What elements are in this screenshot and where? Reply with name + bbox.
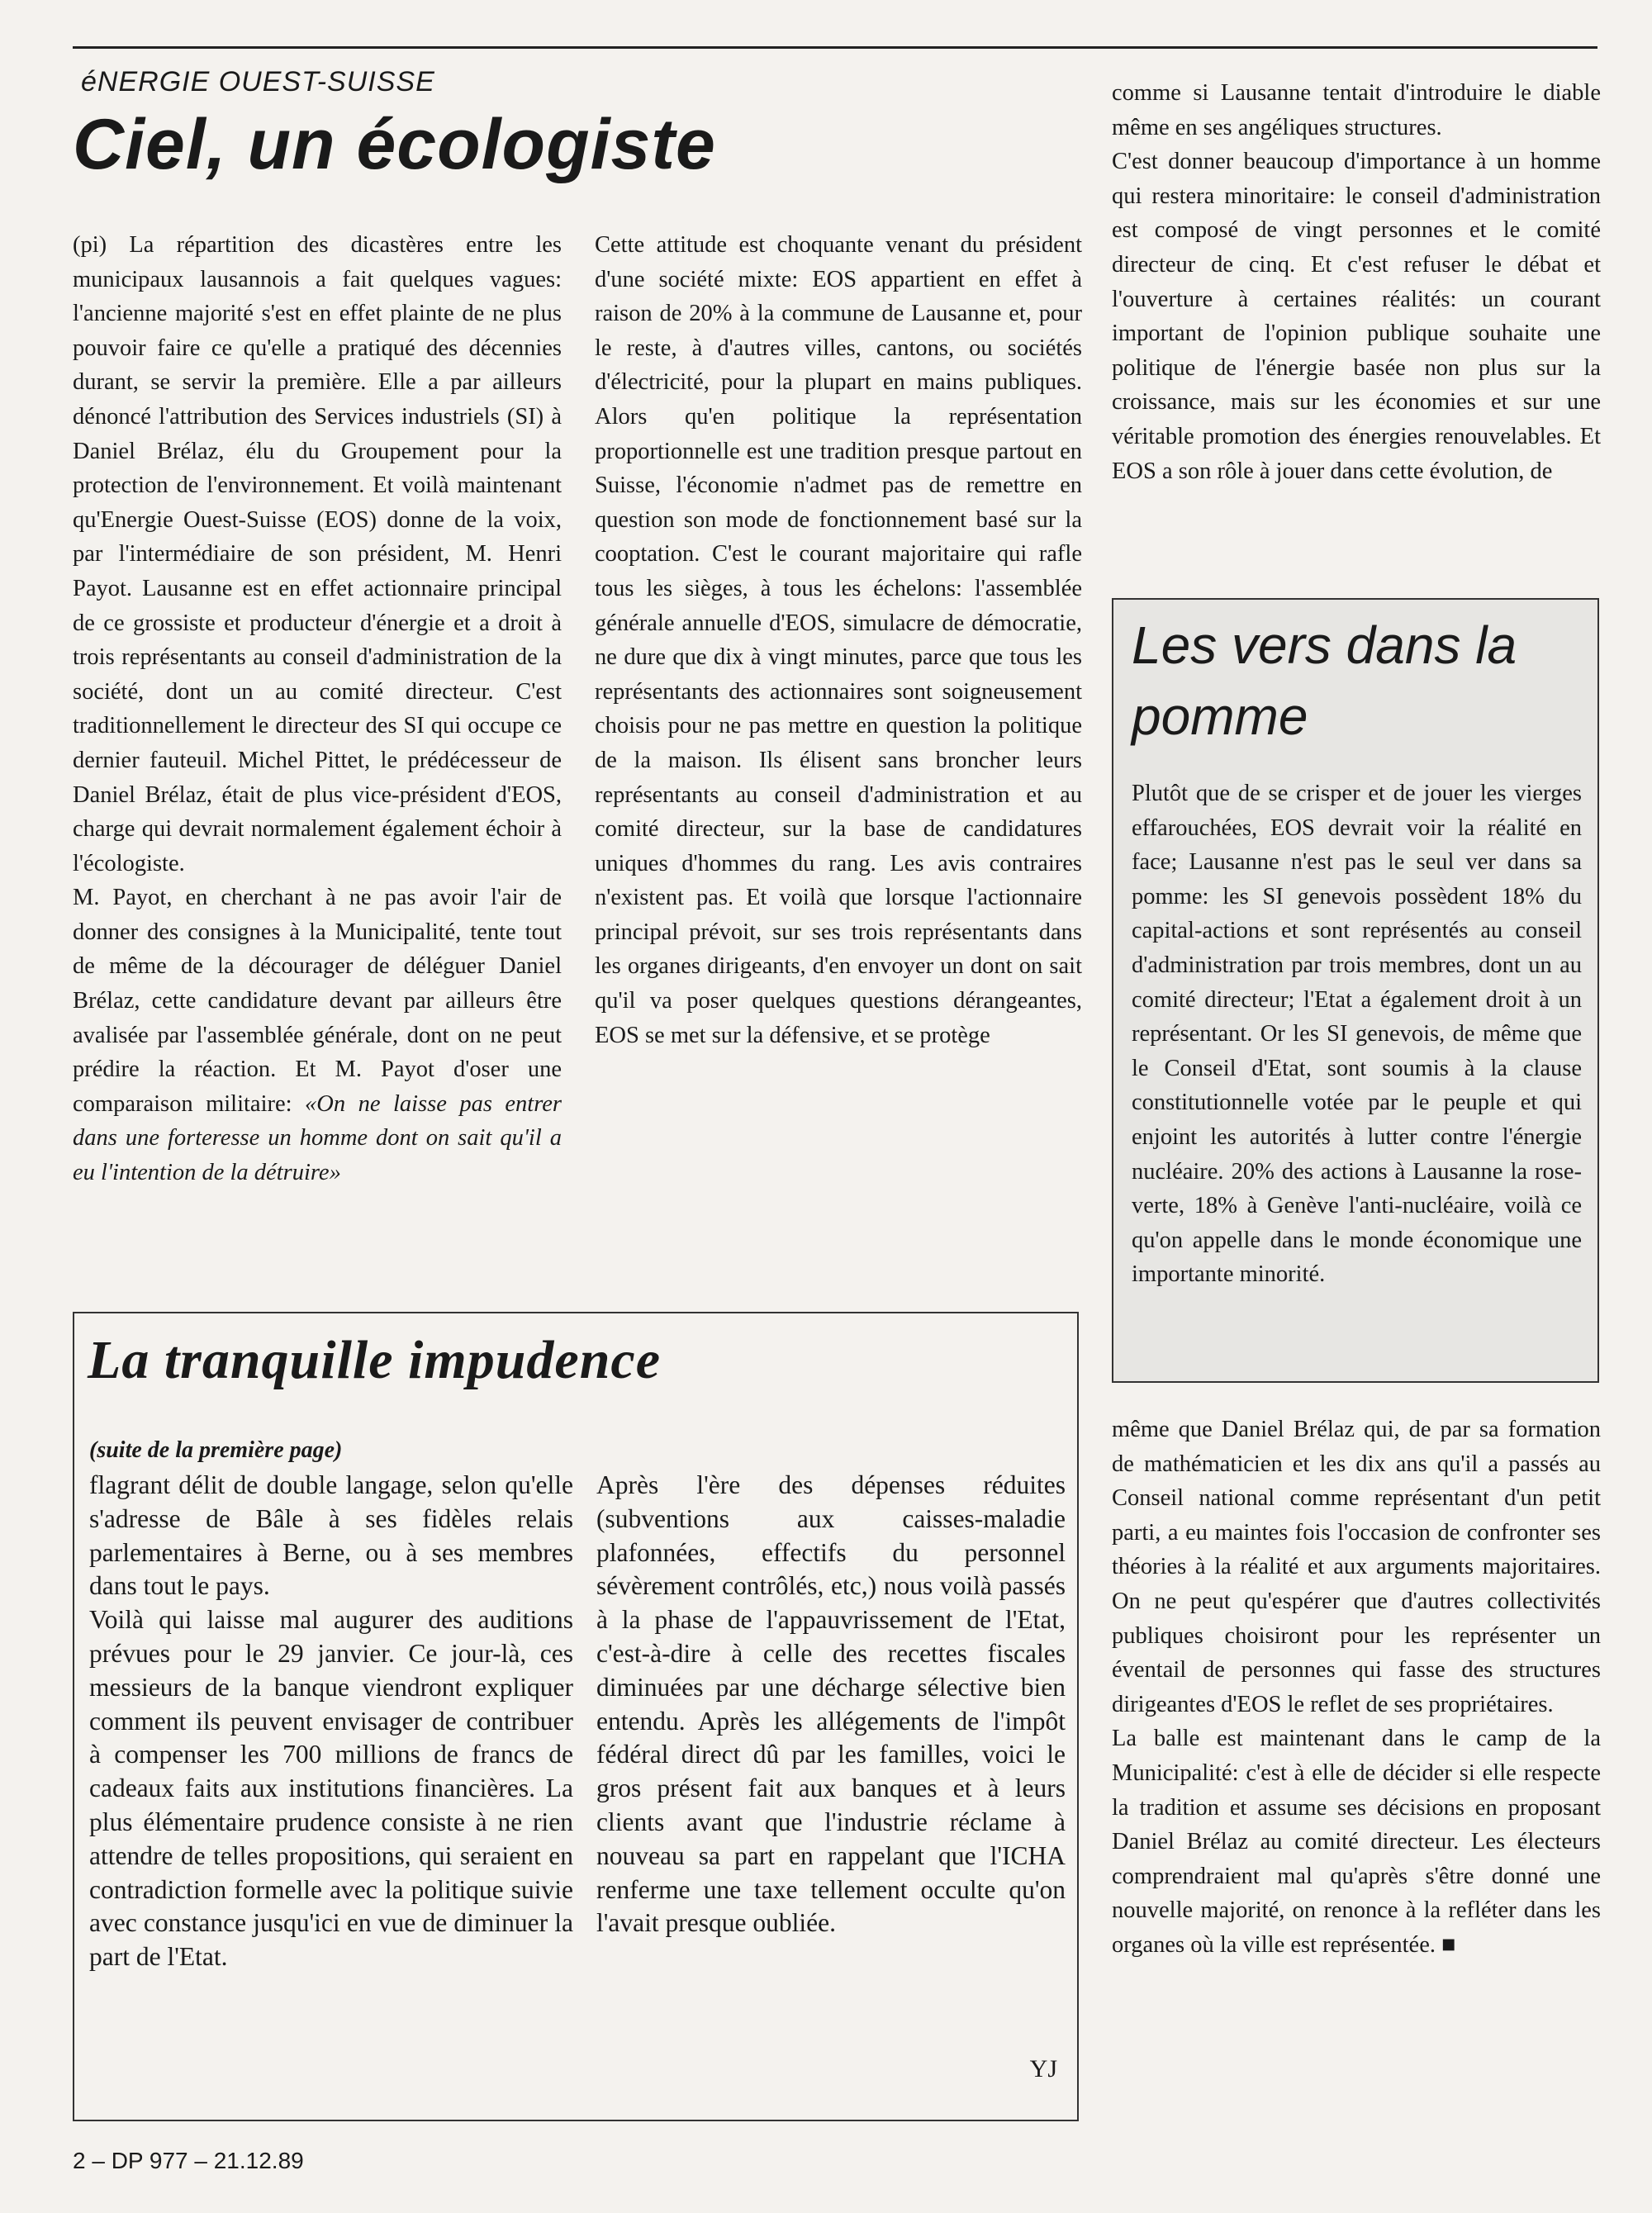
article-paragraph: (pi) La répartition des dicastères entre les municipaux lausannois a fait quelques vagues: l'ancienne majorité s'est en effet plainte de ne plus pouvoir faire ce qu'elle a pratiqué des décennies durant, se servir la première. Elle a par ailleurs dénoncé l'attribution des Services industriels (SI) à Daniel Brélaz, élu du Groupement pour la protection de l'environnement. Et voilà maintenant qu'Energie Ouest-Suisse (EOS) donne de la voix, par l'intermédiaire de son président, M. Henri Payot. Lausanne est en effet actionnaire principal de ce grossiste et producteur d'énergie et a droit à trois représentants au conseil d'administration de la société, dont un au comité directeur. C'est traditionnellement le directeur des SI qui occupe ce dernier fauteuil. Michel Pittet, le prédécesseur de Daniel Brélaz, était de plus vice-président d'EOS, charge qui devrait normalement également échoir à l'écologiste. xyxy=(73,232,562,876)
top-rule xyxy=(73,46,1597,49)
editorial-paragraph: Voilà qui laisse mal augurer des auditions prévues pour le 29 janvier. Ce jour-là, ces messieurs de la banque viendront expliquer comment ils peuvent envisager de contribuer à compenser les 700 millions de francs de cadeaux faits aux institutions financières. La plus élémentaire prudence consiste à ne rien attendre de telles propositions, qui seraient en contradiction formelle avec la politique suivie avec constance jusqu'ici en vue de diminuer la part de l'Etat. xyxy=(89,1605,573,1972)
article-paragraph: même que Daniel Brélaz qui, de par sa formation de mathématicien et les dix ans qu'il a passés au Conseil national comme représentant d'un petit parti, a eu maintes fois l'occasion de confronter ses théories à la réalité et aux arguments majoritaires. On ne peut qu'espérer que d'autres collectivités publiques choisiront pour les représenter un éventail de personnes qui fasse des structures dirigeantes d'EOS le reflet de ses propriétaires. xyxy=(1112,1417,1601,1717)
editorial-title: La tranquille impudence xyxy=(88,1330,662,1390)
article-column-1 xyxy=(73,228,562,1302)
article-paragraph: C'est donner beaucoup d'importance à un homme qui restera minoritaire: le conseil d'administration est composé de vingt personnes et le comité directeur de cinq. Et c'est refuser le débat et l'ouverture à certaines réalités: un courant important de l'opinion publique souhaite une politique de l'énergie basée non plus sur la croissance, mais sur les économies et sur une véritable promotion des énergies renouvelables. Et EOS a son rôle à jouer dans cette évolution, de xyxy=(1112,149,1601,484)
author-signature: YJ xyxy=(1029,2055,1057,2082)
sidebar-box-vers xyxy=(1112,598,1599,1383)
editorial-paragraph: flagrant délit de double langage, selon qu'elle s'adresse de Bâle à ses fidèles relais parlementaires à Berne, ou à ses membres dans tout le pays. xyxy=(89,1470,573,1601)
editorial-column-2 xyxy=(596,1469,1066,1940)
article-headline: Ciel, un écologiste xyxy=(73,105,716,184)
editorial-box-tranquille xyxy=(73,1312,1079,2121)
sidebar-title: Les vers dans la pomme xyxy=(1132,615,1517,746)
article-paragraph: comme si Lausanne tentait d'introduire le diable même en ses angéliques structures. xyxy=(1112,80,1601,140)
sidebar-text: Plutôt que de se crisper et de jouer les vierges effarouchées, EOS devrait voir la réalité en face; Lausanne n'est pas le seul ver dans sa pomme: les SI genevois possèdent 18% du capital-actions et sont représentés au conseil d'administration par trois membres, dont un au comité directeur; l'Etat a également droit à un représentant. Or les SI genevois, de même que le Conseil d'Etat, sont soumis à la clause constitutionnelle votée par le peuple et qui enjoint les autorités à lutter contre l'énergie nucléaire. 20% des actions à Lausanne la rose-verte, 18% à Genève l'anti-nucléaire, voilà ce qu'on appelle dans le monde économique une importante minorité. xyxy=(1132,781,1582,1288)
article-paragraph: Cette attitude est choquante venant du président d'une société mixte: EOS appartient en effet à raison de 20% à la commune de Lausanne et, pour le reste, à d'autres villes, cantons, ou sociétés d'électricité, pour la plupart en mains publiques. Alors qu'en politique la représentation proportionnelle est une tradition presque partout en Suisse, l'économie n'admet pas de remettre en question son mode de fonctionnement basé sur la cooptation. C'est le courant majoritaire qui rafle tous les sièges, à tous les échelons: l'assemblée générale annuelle d'EOS, simulacre de démocratie, ne dure que dix à vingt minutes, parce que tous les représentants des actionnaires sont soigneusement choisis pour ne pas mettre en question la politique de la maison. Ils élisent sans broncher leurs représentants au conseil d'administration et au comité directeur, sur la base de candidatures uniques d'hommes du rang. Les avis contraires n'existent pas. Et voilà que lorsque l'actionnaire principal prévoit, sur ses trois représentants dans les organes dirigeants, d'en envoyer un dont on sait qu'il va poser quelques questions dérangeantes, EOS se met sur la défensive, et se protège xyxy=(595,232,1082,1048)
editorial-column-1 xyxy=(89,1469,573,1974)
page-footer: 2 – DP 977 – 21.12.89 xyxy=(73,2148,304,2173)
article-column-3-continued xyxy=(1112,1413,1601,2139)
article-column-3 xyxy=(1112,76,1601,563)
article-paragraph-text: M. Payot, en cherchant à ne pas avoir l'air de donner des consignes à la Municipalité, tente tout de même de la décourager de déléguer Daniel Brélaz, cette candidature devant par ailleurs être avalisée par l'assemblée générale, dont on ne peut prédire la réaction. Et M. Payot d'oser une comparaison militaire: xyxy=(73,885,562,1117)
continuation-note: (suite de la première page) xyxy=(89,1437,343,1463)
article-kicker: éNERGIE OUEST-SUISSE xyxy=(81,66,435,97)
article-column-2 xyxy=(595,228,1082,1302)
article-quote: «On ne laisse pas entrer dans une forteresse un homme dont on sait qu'il a eu l'intention de la détruire» xyxy=(73,1090,562,1186)
editorial-paragraph: Après l'ère des dépenses réduites (subventions aux caisses-maladie plafonnées, effectifs du personnel sévèrement contrôlés, etc,) nous voilà passés à la phase de l'appauvrissement de l'Etat, c'est-à-dire à celle des recettes fiscales diminuées par une décharge sélective bien entendu. Après les allégements de l'impôt fédéral direct dû par les familles, voici le gros présent fait aux banques et à leurs clients avant que l'industrie réclame à nouveau sa part en rappelant que l'ICHA renferme une taxe tellement occulte qu'on l'avait presque oubliée. xyxy=(596,1470,1066,1938)
article-paragraph xyxy=(73,881,562,1190)
article-paragraph: La balle est maintenant dans le camp de la Municipalité: c'est à elle de décider si elle respecte la tradition et assume ses décisions en proposant Daniel Brélaz au comité directeur. Les électeurs comprendraient mal qu'après s'être donné une nouvelle majorité, on renonce à la refléter dans les organes où la ville est représentée. ■ xyxy=(1112,1726,1601,1958)
